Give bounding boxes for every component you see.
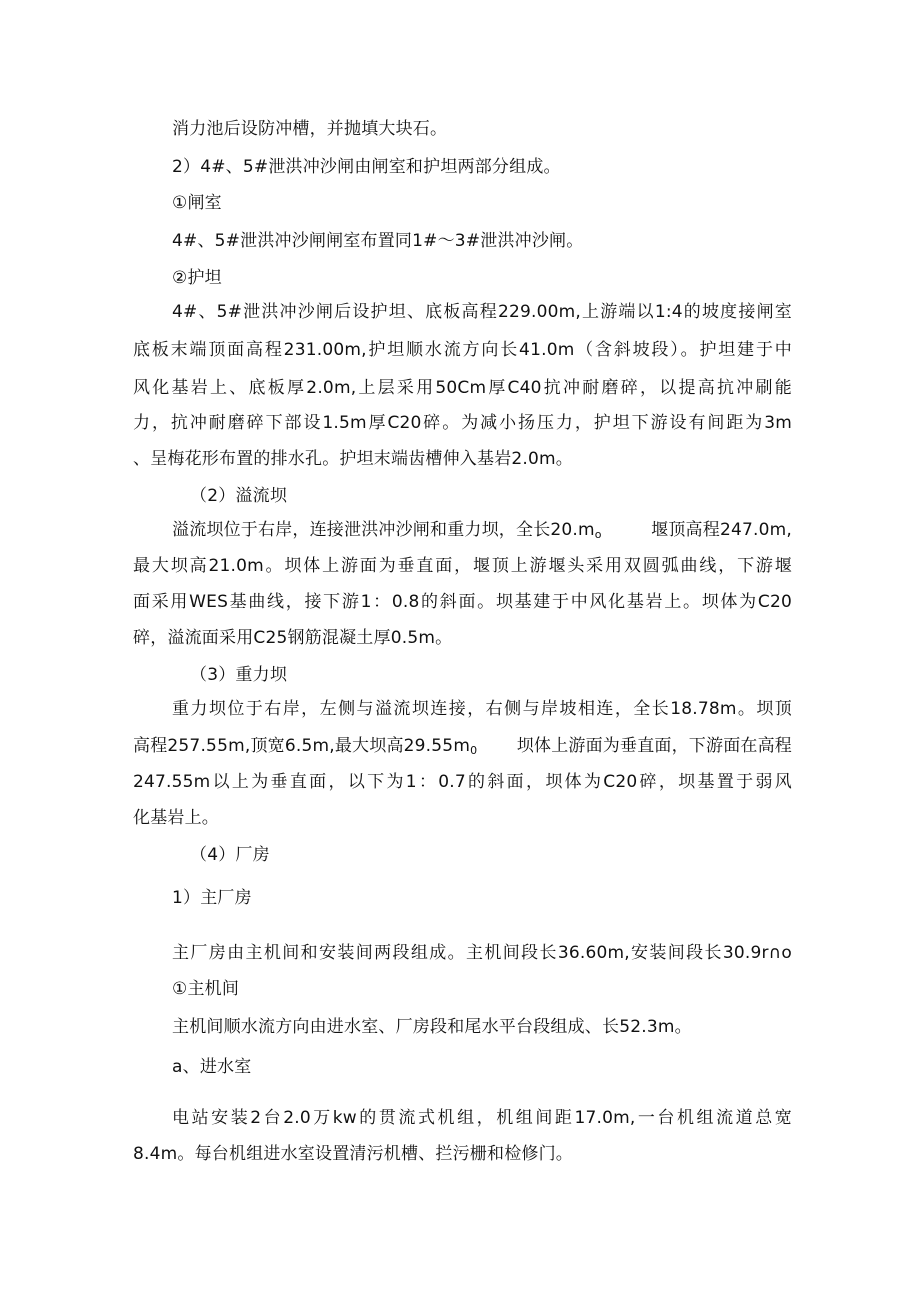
text-line: 4#、5#泄洪冲沙闸后设护坦、底板高程229.00m,上游端以1:4的坡度接闸室: [172, 302, 792, 322]
subscript-mark: 0: [470, 744, 478, 757]
text-line: 8.4m。每台机组进水室设置清污机槽、拦污栅和检修门。: [133, 1144, 573, 1164]
sub-heading: 1）主厂房: [172, 888, 252, 908]
text-line: 面采用WES基曲线，接下游1：0.8的斜面。坝基建于中风化基岩上。坝体为C20: [133, 592, 792, 612]
text-line: 消力池后设防冲槽，并抛填大块石。: [172, 119, 448, 139]
text-line: ①闸室: [172, 193, 222, 213]
text-line: [172, 518, 792, 547]
text-line: 重力坝位于右岸，左侧与溢流坝连接，右侧与岸坡相连，全长18.78m。坝顶: [172, 699, 792, 719]
section-heading: （2）溢流坝: [190, 486, 288, 506]
text-line: 风化基岩上、底板厚2.0m,上层采用50Cm厚C40抗冲耐磨碎，以提高抗冲刷能: [133, 378, 792, 398]
text-line: 、呈梅花形布置的排水孔。护坦末端齿槽伸入基岩2.0m。: [133, 449, 573, 469]
text-line: ①主机间: [172, 979, 240, 999]
text-line: 电站安装2台2.0万kw的贯流式机组，机组间距17.0m,一台机组流道总宽: [172, 1108, 792, 1128]
text-line: 247.55m以上为垂直面，以下为1：0.7的斜面，坝体为C20碎，坝基置于弱风: [133, 772, 792, 792]
text-line: 主机间顺水流方向由进水室、厂房段和尾水平台段组成、长52.3m。: [172, 1017, 692, 1037]
text-segment: 高程257.55m,顶宽6.5m,最大坝高29.55m: [133, 736, 471, 756]
text-line: 4#、5#泄洪冲沙闸闸室布置同1#～3#泄洪冲沙闸。: [172, 231, 584, 251]
text-line: [133, 734, 792, 763]
text-line: 碎，溢流面采用C25钢筋混凝土厚0.5m。: [133, 628, 453, 648]
text-segment: 堰顶高程247.0m,: [651, 520, 792, 540]
text-line: 化基岩上。: [133, 808, 219, 828]
text-line: 主厂房由主机间和安装间两段组成。主机间段长36.60m,安装间段长30.9r∩o: [172, 943, 792, 963]
text-line: 2）4#、5#泄洪冲沙闸由闸室和护坦两部分组成。: [172, 157, 561, 177]
section-heading: （4）厂房: [190, 845, 270, 865]
text-line: ②护坦: [172, 268, 222, 288]
section-heading: （3）重力坝: [190, 665, 288, 685]
text-line: 力，抗冲耐磨碎下部设1.5m厚C20碎。为减小扬压力，护坦下游设有间距为3m: [133, 413, 792, 433]
text-line: 最大坝高21.0m。坝体上游面为垂直面，堰顶上游堰头采用双圆弧曲线，下游堰: [133, 556, 792, 576]
text-segment: 坝体上游面为垂直面，下游面在高程: [516, 736, 792, 756]
text-line: 底板末端顶面高程231.00m,护坦顺水流方向长41.0m（含斜坡段）。护坦建于中: [133, 340, 792, 360]
text-segment: 溢流坝位于右岸，连接泄洪冲沙闸和重力坝，全长20.m: [172, 520, 595, 540]
sub-heading: a、进水室: [172, 1057, 252, 1077]
subscript-mark: o: [594, 528, 602, 541]
